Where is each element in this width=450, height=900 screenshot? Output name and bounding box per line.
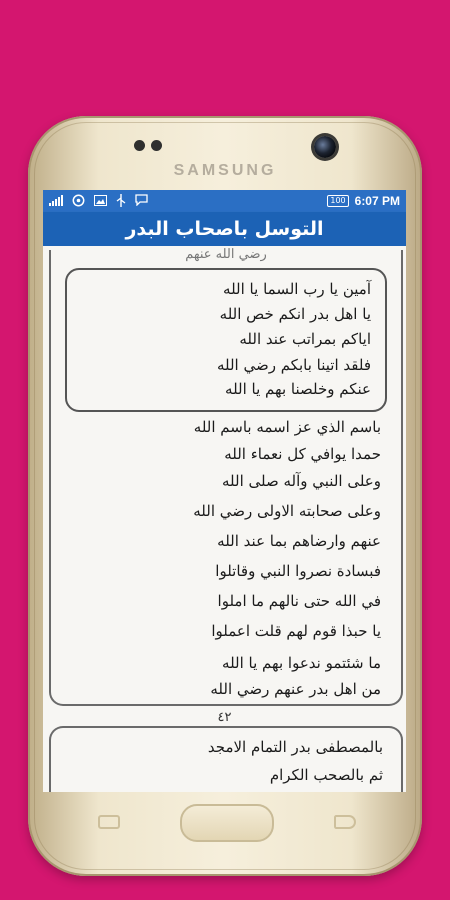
boxed-verses xyxy=(65,268,387,412)
book-page[interactable] xyxy=(43,246,406,792)
verse-line: آمين يا رب السما يا الله xyxy=(223,280,371,298)
recent-apps-key[interactable] xyxy=(98,815,120,829)
next-page-frame xyxy=(49,726,403,792)
verse-line: يا حبذا قوم لهم قلت اعملوا xyxy=(211,622,381,640)
status-icons-right xyxy=(327,194,400,208)
screen xyxy=(43,190,406,792)
verse-line: في الله حتى نالهم ما املوا xyxy=(217,592,381,610)
verse-line: ثم بالصحب الكرام xyxy=(269,766,383,784)
app-title: التوسل باصحاب البدر xyxy=(125,218,324,240)
status-icons-left xyxy=(49,194,327,209)
verse-line: من اهل بدر عنهم رضي الله xyxy=(210,680,381,698)
verse-line: بالمصطفى بدر التمام الامجد xyxy=(207,738,383,756)
phone-brand: SAMSUNG xyxy=(173,162,277,179)
status-time: 6:07 PM xyxy=(354,194,400,208)
chat-icon xyxy=(135,194,148,208)
light-sensor xyxy=(151,140,162,151)
app-bar xyxy=(43,212,406,246)
back-key[interactable] xyxy=(334,815,356,829)
usb-icon xyxy=(116,194,126,209)
page-frame xyxy=(49,247,403,706)
verse-line: حمدا يوافي كل نعماء الله xyxy=(224,445,381,463)
verse-line: اياكم بمراتب عند الله xyxy=(239,330,371,348)
verse-line: باسم الذي عز اسمه باسم الله xyxy=(193,418,381,436)
phone-frame xyxy=(28,116,422,876)
whatsapp-icon xyxy=(72,194,85,209)
verse-line: فلقد اتينا بابكم رضي الله xyxy=(216,356,371,374)
battery-icon: 100 xyxy=(327,195,348,207)
front-camera xyxy=(314,136,336,158)
verse-line: وعلى صحابته الاولى رضي الله xyxy=(193,502,381,520)
previous-page-line: رضي الله عنهم xyxy=(185,247,267,262)
status-bar xyxy=(43,190,406,212)
page-number: ٤٢ xyxy=(217,710,232,725)
image-icon xyxy=(94,195,107,208)
verse-line: فبسادة نصروا النبي وقاتلوا xyxy=(215,562,381,580)
verse-line: وعلى النبي وآله صلى الله xyxy=(221,472,381,490)
verse-line: عنهم وارضاهم بما عند الله xyxy=(217,532,381,550)
signal-bars-icon xyxy=(49,195,63,208)
verse-line: يا اهل بدر انكم خص الله xyxy=(219,305,371,323)
proximity-sensor xyxy=(134,140,145,151)
verse-line: عنكم وخلصنا بهم يا الله xyxy=(225,380,371,398)
verse-line: ما شئتمو ندعوا بهم يا الله xyxy=(222,654,381,672)
home-button[interactable] xyxy=(180,804,274,842)
